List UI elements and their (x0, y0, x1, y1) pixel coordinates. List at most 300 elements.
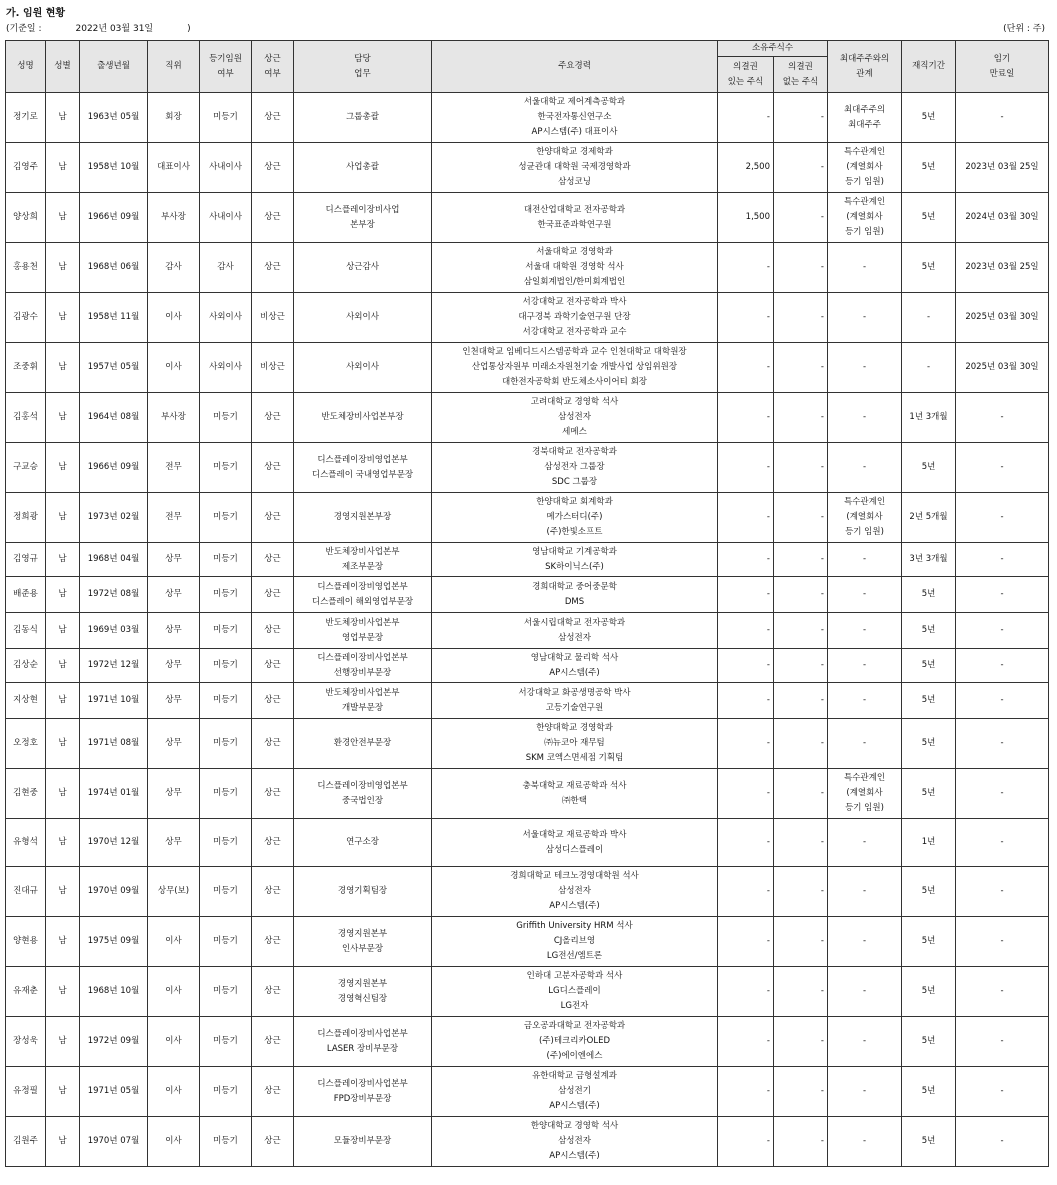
cell-fulltime: 상근 (252, 1017, 294, 1067)
col-header-expiry: 임기 만료일 (956, 41, 1049, 93)
cell-career-line: 인하대 고분자공학과 석사 (526, 971, 623, 981)
table-row (6, 293, 1049, 343)
cell-career-line: CJ올리브영 (553, 936, 596, 946)
cell-career-line: SK하이닉스(주) (545, 561, 604, 572)
cell-name: 김홍석 (6, 393, 46, 443)
cell-relation (828, 193, 902, 243)
cell-birth: 1963년 05월 (80, 93, 148, 143)
cell-birth: 1966년 09월 (80, 443, 148, 493)
base-date-close: ) (187, 24, 191, 34)
cell-voting-shares: 1,500 (718, 193, 774, 243)
cell-gender: 남 (46, 93, 80, 143)
cell-voting-shares: - (718, 393, 774, 443)
cell-name: 김영주 (6, 143, 46, 193)
cell-tenure: 5년 (902, 193, 956, 243)
cell-voting-shares: - (718, 493, 774, 543)
cell-duty (294, 193, 432, 243)
cell-fulltime: 상근 (252, 819, 294, 867)
table-row (6, 343, 1049, 393)
cell-relation-line: - (862, 554, 867, 564)
col-header-birth: 출생년월 (80, 41, 148, 93)
cell-career-line: 서강대학교 전자공학과 교수 (522, 327, 627, 337)
cell-position: 상무 (148, 649, 200, 683)
cell-fulltime: 상근 (252, 613, 294, 649)
cell-duty-line: 사외이사 (346, 362, 379, 372)
cell-nonvoting-shares: - (774, 393, 828, 443)
table-row (6, 1067, 1049, 1117)
cell-career-line: Griffith University HRM 석사 (516, 921, 633, 931)
cell-position: 부사장 (148, 193, 200, 243)
cell-career (432, 769, 718, 819)
cell-voting-shares: - (718, 649, 774, 683)
table-row (6, 493, 1049, 543)
cell-duty-line: 개발부문장 (341, 702, 384, 713)
cell-duty-line: 경영지원본부장 (333, 512, 392, 522)
cell-nonvoting-shares: - (774, 649, 828, 683)
cell-relation (828, 683, 902, 719)
cell-tenure: 5년 (902, 93, 956, 143)
cell-duty-line: 중국법인장 (341, 795, 384, 806)
cell-relation-line: 특수관계인 (843, 773, 886, 783)
cell-relation-line: - (862, 312, 867, 322)
cell-relation (828, 917, 902, 967)
cell-career (432, 143, 718, 193)
cell-voting-shares: - (718, 93, 774, 143)
cell-registered: 미등기 (200, 1117, 252, 1167)
base-date-line (6, 21, 191, 34)
cell-relation-line: - (862, 1086, 867, 1096)
cell-nonvoting-shares: - (774, 769, 828, 819)
cell-fulltime: 상근 (252, 243, 294, 293)
cell-duty-line: 반도체장비사업본부장 (321, 412, 404, 422)
table-row (6, 577, 1049, 613)
cell-registered: 미등기 (200, 493, 252, 543)
cell-duty (294, 819, 432, 867)
cell-career (432, 393, 718, 443)
cell-expiry: - (956, 867, 1049, 917)
cell-duty-line: 경영기획팀장 (337, 886, 388, 896)
cell-position: 상무 (148, 613, 200, 649)
cell-tenure: 5년 (902, 243, 956, 293)
col-header-relation: 최대주주와의 관계 (828, 41, 902, 93)
cell-career (432, 1117, 718, 1167)
cell-career-line: AP시스템(주) (549, 1101, 600, 1111)
cell-career-line: 경희대학교 중어중문학 (532, 581, 617, 592)
cell-registered: 미등기 (200, 719, 252, 769)
cell-expiry: 2025년 03월 30일 (956, 343, 1049, 393)
cell-voting-shares: - (718, 683, 774, 719)
cell-duty (294, 649, 432, 683)
cell-duty-line: 선행장비부문장 (333, 667, 392, 678)
cell-expiry: - (956, 93, 1049, 143)
cell-duty (294, 443, 432, 493)
cell-career-line: 대한전자공학회 반도체소사이어티 회장 (502, 377, 647, 387)
cell-tenure: 5년 (902, 917, 956, 967)
cell-career-line: 한국표준과학연구원 (537, 219, 612, 230)
cell-career-line: 유한대학교 금형설계과 (532, 1071, 617, 1081)
col-header-career: 주요경력 (432, 41, 718, 93)
cell-birth: 1972년 08월 (80, 577, 148, 613)
cell-career-line: ㈜뉴코아 재무팀 (544, 738, 605, 748)
cell-career-line: 산업통상자원부 미래소자원천기술 개발사업 상임위원장 (471, 362, 678, 372)
cell-relation-line: (계열회사 (846, 212, 883, 222)
cell-expiry: - (956, 649, 1049, 683)
cell-registered: 미등기 (200, 649, 252, 683)
cell-fulltime: 상근 (252, 1117, 294, 1167)
cell-career (432, 683, 718, 719)
cell-duty (294, 613, 432, 649)
cell-duty (294, 393, 432, 443)
cell-career-line: 삼성전자 (558, 412, 591, 422)
cell-career-line: (주)에이엔에스 (546, 1051, 603, 1061)
table-row (6, 613, 1049, 649)
cell-fulltime: 상근 (252, 867, 294, 917)
cell-nonvoting-shares: - (774, 293, 828, 343)
cell-tenure: 5년 (902, 577, 956, 613)
cell-fulltime: 상근 (252, 493, 294, 543)
cell-tenure: 5년 (902, 1067, 956, 1117)
col-header-tenure: 재직기간 (902, 41, 956, 93)
cell-registered: 미등기 (200, 93, 252, 143)
cell-nonvoting-shares: - (774, 143, 828, 193)
cell-tenure: 5년 (902, 683, 956, 719)
cell-position: 이사 (148, 293, 200, 343)
cell-gender: 남 (46, 343, 80, 393)
cell-name: 양현용 (6, 917, 46, 967)
cell-career-line: 서울대 대학원 경영학 석사 (525, 262, 624, 272)
cell-name: 양상희 (6, 193, 46, 243)
cell-name: 김현중 (6, 769, 46, 819)
cell-name: 홍용천 (6, 243, 46, 293)
cell-career-line: 서울대학교 재료공학과 박사 (522, 829, 627, 840)
unit-label: (단위 : 주) (1003, 24, 1045, 34)
cell-voting-shares: - (718, 967, 774, 1017)
cell-relation-line: - (862, 1036, 867, 1046)
cell-nonvoting-shares: - (774, 1067, 828, 1117)
cell-position: 이사 (148, 967, 200, 1017)
cell-relation (828, 393, 902, 443)
cell-birth: 1972년 09월 (80, 1017, 148, 1067)
cell-duty (294, 1067, 432, 1117)
cell-birth: 1958년 11월 (80, 293, 148, 343)
cell-gender: 남 (46, 443, 80, 493)
cell-relation (828, 93, 902, 143)
cell-relation-line: 등기 임원) (845, 227, 884, 237)
cell-relation (828, 1117, 902, 1167)
cell-birth: 1972년 12월 (80, 649, 148, 683)
cell-fulltime: 상근 (252, 649, 294, 683)
cell-birth: 1964년 08월 (80, 393, 148, 443)
cell-expiry: - (956, 613, 1049, 649)
cell-career-line: 삼성디스플레이 (545, 844, 604, 855)
table-row (6, 867, 1049, 917)
cell-gender: 남 (46, 683, 80, 719)
cell-nonvoting-shares: - (774, 577, 828, 613)
cell-career (432, 443, 718, 493)
cell-registered: 미등기 (200, 917, 252, 967)
cell-name: 배준용 (6, 577, 46, 613)
cell-career-line: (주)테크리카OLED (538, 1036, 611, 1046)
cell-fulltime: 상근 (252, 193, 294, 243)
cell-fulltime: 상근 (252, 577, 294, 613)
cell-fulltime: 상근 (252, 719, 294, 769)
cell-birth: 1971년 05월 (80, 1067, 148, 1117)
cell-gender: 남 (46, 819, 80, 867)
cell-tenure: 5년 (902, 719, 956, 769)
cell-relation-line: - (862, 660, 867, 670)
cell-expiry: 2025년 03월 30일 (956, 293, 1049, 343)
cell-duty (294, 719, 432, 769)
cell-duty (294, 867, 432, 917)
cell-position: 상무 (148, 719, 200, 769)
cell-relation-line: 등기 임원) (845, 177, 884, 187)
cell-duty-line: 상근감사 (346, 262, 379, 272)
cell-position: 전무 (148, 493, 200, 543)
cell-birth: 1966년 09월 (80, 193, 148, 243)
cell-duty-line: FPD장비부문장 (333, 1093, 392, 1104)
cell-relation-line: - (862, 738, 867, 748)
cell-career-line: 영남대학교 물리학 석사 (530, 652, 619, 663)
cell-registered: 미등기 (200, 443, 252, 493)
cell-duty-line: LASER 장비부문장 (326, 1043, 399, 1054)
cell-duty-line: 디스플레이장비영업본부 (317, 581, 408, 592)
table-row (6, 917, 1049, 967)
cell-tenure: 1년 3개월 (902, 393, 956, 443)
cell-position: 상무(보) (148, 867, 200, 917)
cell-voting-shares: - (718, 719, 774, 769)
cell-birth: 1970년 12월 (80, 819, 148, 867)
cell-career-line: 고등기술연구원 (545, 702, 604, 713)
cell-career-line: 삼성코닝 (558, 177, 591, 187)
cell-position: 대표이사 (148, 143, 200, 193)
col-header-nonvoting: 의결권 없는 주식 (774, 57, 828, 93)
cell-name: 김상순 (6, 649, 46, 683)
cell-fulltime: 상근 (252, 769, 294, 819)
table-row (6, 243, 1049, 293)
cell-career (432, 819, 718, 867)
cell-relation-line: 등기 임원) (845, 527, 884, 537)
cell-career-line: 삼성전자 그룹장 (544, 462, 605, 472)
cell-relation (828, 443, 902, 493)
cell-birth: 1971년 08월 (80, 719, 148, 769)
cell-tenure: 3년 3개월 (902, 543, 956, 577)
cell-fulltime: 상근 (252, 93, 294, 143)
cell-name: 유재춘 (6, 967, 46, 1017)
cell-relation (828, 493, 902, 543)
col-header-registered: 등기임원 여부 (200, 41, 252, 93)
cell-position: 상무 (148, 819, 200, 867)
cell-name: 지상현 (6, 683, 46, 719)
cell-voting-shares: - (718, 443, 774, 493)
cell-relation (828, 613, 902, 649)
cell-career-line: 세메스 (562, 427, 587, 437)
cell-birth: 1969년 03월 (80, 613, 148, 649)
table-row (6, 819, 1049, 867)
cell-gender: 남 (46, 649, 80, 683)
cell-career (432, 243, 718, 293)
cell-duty-line: 연구소장 (346, 837, 379, 847)
cell-nonvoting-shares: - (774, 967, 828, 1017)
cell-tenure: 5년 (902, 143, 956, 193)
cell-name: 장성욱 (6, 1017, 46, 1067)
cell-expiry: - (956, 719, 1049, 769)
cell-relation (828, 719, 902, 769)
table-row (6, 1017, 1049, 1067)
cell-registered: 미등기 (200, 1017, 252, 1067)
cell-duty-line: 디스플레이장비영업본부 (317, 454, 408, 465)
cell-duty-line: 디스플레이장비영업본부 (317, 780, 408, 791)
cell-tenure: 5년 (902, 1017, 956, 1067)
cell-duty-line: 반도체장비사업본부 (325, 546, 400, 557)
cell-relation-line: - (862, 462, 867, 472)
cell-duty-line: 사업총괄 (346, 162, 379, 172)
cell-career-line: 한국전자통신연구소 (537, 112, 612, 122)
cell-birth: 1970년 07월 (80, 1117, 148, 1167)
cell-birth: 1973년 02월 (80, 493, 148, 543)
cell-expiry: - (956, 819, 1049, 867)
cell-duty-line: 모듈장비부문장 (333, 1136, 392, 1146)
cell-nonvoting-shares: - (774, 493, 828, 543)
table-row (6, 1117, 1049, 1167)
cell-nonvoting-shares: - (774, 1017, 828, 1067)
cell-career-line: 충북대학교 재료공학과 석사 (522, 780, 627, 791)
cell-nonvoting-shares: - (774, 819, 828, 867)
cell-gender: 남 (46, 243, 80, 293)
cell-voting-shares: - (718, 819, 774, 867)
cell-relation-line: 특수관계인 (843, 147, 886, 157)
cell-name: 김영규 (6, 543, 46, 577)
cell-gender: 남 (46, 1017, 80, 1067)
cell-relation-line: 특수관계인 (843, 197, 886, 207)
cell-name: 김광수 (6, 293, 46, 343)
cell-career-line: 삼일회계법인/한미회계법인 (523, 277, 626, 287)
cell-name: 구교승 (6, 443, 46, 493)
cell-fulltime: 상근 (252, 393, 294, 443)
cell-birth: 1974년 01월 (80, 769, 148, 819)
cell-gender: 남 (46, 493, 80, 543)
cell-gender: 남 (46, 577, 80, 613)
cell-registered: 감사 (200, 243, 252, 293)
cell-career-line: SKM 코엑스면세점 기획팀 (525, 753, 624, 763)
col-header-duty: 담당 업무 (294, 41, 432, 93)
section-title: 가. 임원 현황 (6, 8, 66, 19)
table-row (6, 443, 1049, 493)
cell-fulltime: 상근 (252, 917, 294, 967)
cell-career (432, 293, 718, 343)
cell-voting-shares: - (718, 613, 774, 649)
cell-registered: 미등기 (200, 819, 252, 867)
cell-relation (828, 243, 902, 293)
cell-relation-line: - (862, 837, 867, 847)
cell-nonvoting-shares: - (774, 613, 828, 649)
cell-career-line: 서울시립대학교 전자공학과 (523, 617, 626, 628)
cell-relation (828, 967, 902, 1017)
cell-name: 정기로 (6, 93, 46, 143)
cell-position: 회장 (148, 93, 200, 143)
cell-position: 감사 (148, 243, 200, 293)
cell-name: 조중휘 (6, 343, 46, 393)
cell-career-line: 메가스터디(주) (546, 512, 603, 522)
cell-career (432, 613, 718, 649)
cell-career-line: ㈜한택 (562, 795, 587, 806)
cell-registered: 사내이사 (200, 143, 252, 193)
cell-relation (828, 543, 902, 577)
col-header-voting: 의결권 있는 주식 (718, 57, 774, 93)
cell-name: 정희광 (6, 493, 46, 543)
cell-expiry: - (956, 393, 1049, 443)
cell-position: 부사장 (148, 393, 200, 443)
cell-relation-line: - (862, 589, 867, 599)
table-row (6, 143, 1049, 193)
cell-position: 이사 (148, 343, 200, 393)
base-date-label: (기준일 : (6, 24, 42, 34)
cell-registered: 미등기 (200, 613, 252, 649)
cell-career (432, 1067, 718, 1117)
cell-fulltime: 상근 (252, 443, 294, 493)
table-row (6, 719, 1049, 769)
cell-nonvoting-shares: - (774, 343, 828, 393)
cell-relation-line: (계열회사 (846, 162, 883, 172)
cell-duty (294, 293, 432, 343)
cell-gender: 남 (46, 719, 80, 769)
cell-gender: 남 (46, 867, 80, 917)
header-row-1 (6, 41, 1049, 57)
cell-registered: 미등기 (200, 967, 252, 1017)
cell-career-line: 경희대학교 테크노경영대학원 석사 (510, 871, 639, 881)
cell-relation-line: - (862, 986, 867, 996)
cell-registered: 미등기 (200, 393, 252, 443)
col-header-fulltime: 상근 여부 (252, 41, 294, 93)
cell-duty (294, 543, 432, 577)
cell-tenure: 5년 (902, 613, 956, 649)
cell-career (432, 1017, 718, 1067)
cell-birth: 1968년 06월 (80, 243, 148, 293)
cell-voting-shares: - (718, 543, 774, 577)
cell-relation (828, 143, 902, 193)
cell-relation-line: 특수관계인 (843, 497, 886, 507)
cell-gender: 남 (46, 393, 80, 443)
cell-career-line: 대구경북 과학기술연구원 단장 (518, 312, 631, 322)
cell-relation-line: (계열회사 (846, 512, 883, 522)
cell-nonvoting-shares: - (774, 867, 828, 917)
cell-duty (294, 1017, 432, 1067)
cell-career-line: 한양대학교 경제학과 (536, 147, 613, 157)
cell-career-line: 삼성전기 (558, 1086, 591, 1096)
cell-relation-line: (계열회사 (846, 788, 883, 798)
cell-tenure: 2년 5개월 (902, 493, 956, 543)
cell-gender: 남 (46, 769, 80, 819)
cell-relation (828, 293, 902, 343)
cell-relation-line: - (862, 625, 867, 635)
cell-duty-line: 디스플레이장비사업본부 (317, 1078, 408, 1089)
cell-career-line: 고려대학교 경영학 석사 (530, 397, 619, 407)
cell-career-line: 경북대학교 전자공학과 (532, 447, 617, 457)
cell-relation (828, 1067, 902, 1117)
cell-duty-line: 경영혁신팀장 (337, 993, 388, 1004)
cell-fulltime: 상근 (252, 143, 294, 193)
cell-position: 상무 (148, 577, 200, 613)
cell-duty-line: 경영지원본부 (337, 978, 388, 989)
cell-relation (828, 649, 902, 683)
table-row (6, 93, 1049, 143)
cell-tenure: - (902, 343, 956, 393)
cell-career (432, 719, 718, 769)
cell-relation (828, 343, 902, 393)
cell-career (432, 967, 718, 1017)
cell-relation-line: - (862, 262, 867, 272)
cell-relation-line: - (862, 412, 867, 422)
cell-career-line: 대전산업대학교 전자공학과 (523, 204, 626, 215)
